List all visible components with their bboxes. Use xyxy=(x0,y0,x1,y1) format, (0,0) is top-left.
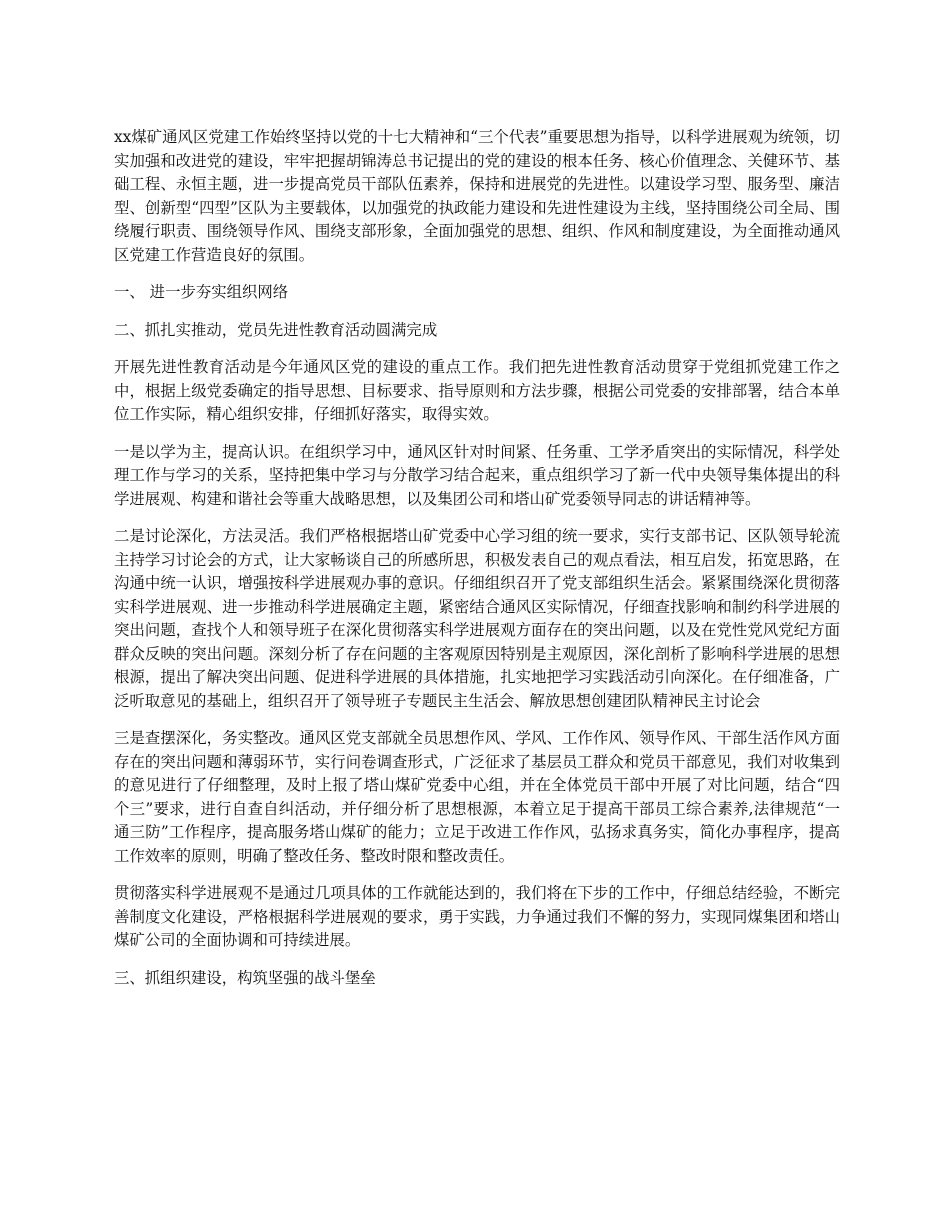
paragraph-2: 一是以学为主，提高认识。在组织学习中，通风区针对时间紧、任务重、工学矛盾突出的实际情况，科学处理工作与学习的关系，坚持把集中学习与分散学习结合起来，重点组织学习了新一代中央领导集体提出的科学进展观、构建和谐社会等重大战略思想，以及集团公司和塔山矿党委领导同志的讲话精神等。 xyxy=(114,442,840,508)
section-heading-2: 二、抓扎实推动，党员先进性教育活动圆满完成 xyxy=(114,320,438,339)
paragraph-4: 三是查摆深化，务实整改。通风区党支部就全员思想作风、学风、工作作风、领导作风、干部生活作风方面存在的突出问题和薄弱环节，实行问卷调查形式，广泛征求了基层员工群众和党员干部意见，我们对收集到的意见进行了仔细整理，及时上报了塔山煤矿党委中心组，并在全体党员干部中开展了对比问题，结合“四个三”要求，进行自查自纠活动，并仔细分析了思想根源，本着立足于提高干部员工综合素养,法律规范“一通三防”工作程序，提高服务塔山煤矿的能力；立足于改进工作作风，弘扬求真务实，简化办事程序，提高工作效率的原则，明确了整改任务、整改时限和整改责任。 xyxy=(114,729,840,865)
paragraph-5: 贯彻落实科学进展观不是通过几项具体的工作就能达到的，我们将在下步的工作中，仔细总结经验，不断完善制度文化建设，严格根据科学进展观的要求，勇于实践，力争通过我们不懈的努力，实现同煤集团和塔山煤矿公司的全面协调和可持续进展。 xyxy=(114,884,840,949)
section-heading-3: 三、抓组织建设，构筑坚强的战斗堡垒 xyxy=(114,968,376,987)
section-heading-1: 一、 进一步夯实组织网络 xyxy=(114,283,289,301)
intro-paragraph: xx煤矿通风区党建工作始终坚持以党的十七大精神和“三个代表”重要思想为指导，以科学进展观为统领，切实加强和改进党的建设，牢牢把握胡锦涛总书记提出的党的建设的根本任务、核心价值理念、关健环节、基础工程、永恒主题，进一步提高党员干部队伍素养，保持和进展党的先进性。以建设学习型、服务型、廉洁型、创新型“四型”区队为主要载体，以加强党的执政能力建设和先进性建设为主线，坚持围绕公司全局、围绕履行职责、围绕领导作风、围绕支部形象，全面加强党的思想、组织、作风和制度建设，为全面推动通风区党建工作营造良好的氛围。 xyxy=(114,128,840,264)
paragraph-1: 开展先进性教育活动是今年通风区党的建设的重点工作。我们把先进性教育活动贯穿于党组抓党建工作之中，根据上级党委确定的指导思想、目标要求、指导原则和方法步骤，根据公司党委的安排部署，结合本单位工作实际，精心组织安排，仔细抓好落实，取得实效。 xyxy=(114,358,840,423)
document-body xyxy=(114,126,840,1004)
paragraph-3: 二是讨论深化，方法灵活。我们严格根据塔山矿党委中心学习组的统一要求，实行支部书记、区队领导轮流主持学习讨论会的方式，让大家畅谈自己的所感所思，积极发表自己的观点看法，相互启发，拓宽思路，在沟通中统一认识，增强按科学进展观办事的意识。仔细组织召开了党支部组织生活会。紧紧围绕深化贯彻落实科学进展观、进一步推动科学进展确定主题，紧密结合通风区实际情况，仔细查找影响和制约科学进展的突出问题，查找个人和领导班子在深化贯彻落实科学进展观方面存在的突出问题，以及在党性党风党纪方面群众反映的突出问题。深刻分析了存在问题的主客观原因特别是主观原因，深化剖析了影响科学进展的思想根源，提出了解决突出问题、促进科学进展的具体措施，扎实地把学习实践活动引向深化。在仔细准备，广泛听取意见的基础上，组织召开了领导班子专题民主生活会、解放思想创建团队精神民主讨论会 xyxy=(114,527,840,710)
